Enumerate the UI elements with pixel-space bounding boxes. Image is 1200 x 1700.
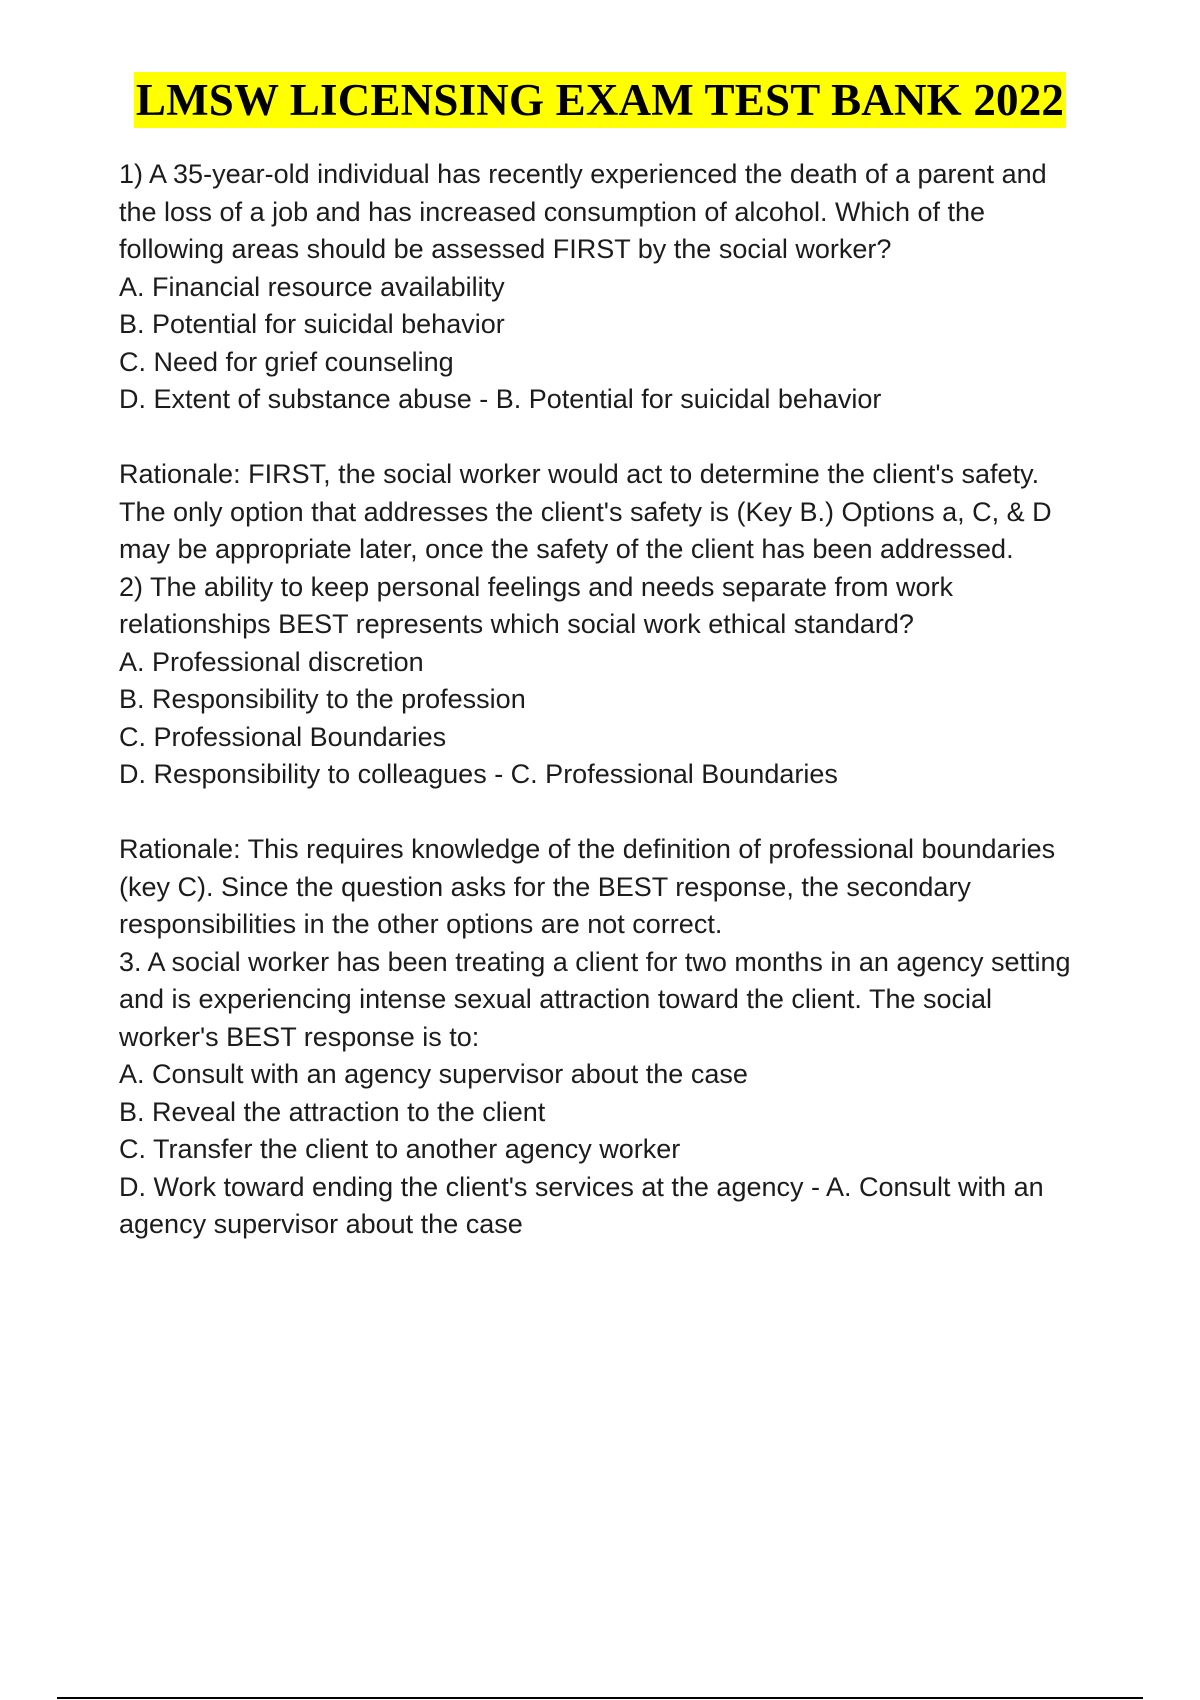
rationale-text: Rationale: FIRST, the social worker would act to determine the client's safety. The only option that addresses the client's safety is (Key B.) Options a, C, & D may be appropriate later, once the safety of the client has been addressed. <box>119 459 1052 564</box>
question-item-2 <box>119 569 1089 944</box>
option-b: B. Responsibility to the profession <box>119 684 526 714</box>
option-b: B. Reveal the attraction to the client <box>119 1096 546 1127</box>
question-item-3 <box>119 944 1089 1244</box>
option-c: C. Transfer the client to another agency worker <box>119 1134 681 1164</box>
option-c: C. Need for grief counseling <box>119 346 454 377</box>
question-text: 3. A social worker has been treating a client for two months in an agency setting and is experiencing intense sexual attraction toward the client. The social worker's BEST response is to: <box>119 946 1071 1052</box>
question-item-1 <box>119 156 1089 569</box>
answer-options <box>119 644 1089 794</box>
title-bar <box>0 72 1200 128</box>
option-d: D. Responsibility to colleagues - C. Professional Boundaries <box>119 759 838 789</box>
option-a: A. Consult with an agency supervisor about the case <box>119 1059 748 1089</box>
question-list <box>119 156 1089 1281</box>
question-text: 1) A 35-year-old individual has recently experienced the death of a parent and the loss of a job and has increased consumption of alcohol. Which of the following areas should be assessed FIRST by the social worker? <box>119 159 1047 264</box>
option-c: C. Professional Boundaries <box>119 721 447 752</box>
option-d: D. Extent of substance abuse - B. Potential for suicidal behavior <box>119 384 882 414</box>
option-b: B. Potential for suicidal behavior <box>119 309 505 339</box>
question-text: 2) The ability to keep personal feelings and needs separate from work relationships BEST represents which social work ethical standard? <box>119 571 953 639</box>
option-d: D. Work toward ending the client's services at the agency - A. Consult with an agency supervisor about the case <box>119 1171 1044 1239</box>
page-title: LMSW LICENSING EXAM TEST BANK 2022 <box>134 72 1066 128</box>
rationale-text: Rationale: This requires knowledge of the definition of professional boundaries (key C). Since the question asks for the BEST response, the secondary responsibilities in the other options are not correct. <box>119 834 1056 939</box>
option-a: A. Financial resource availability <box>119 271 505 302</box>
option-a: A. Professional discretion <box>119 646 424 677</box>
answer-options <box>119 1056 1089 1244</box>
answer-options <box>119 269 1089 419</box>
footer-divider <box>57 1697 1143 1699</box>
